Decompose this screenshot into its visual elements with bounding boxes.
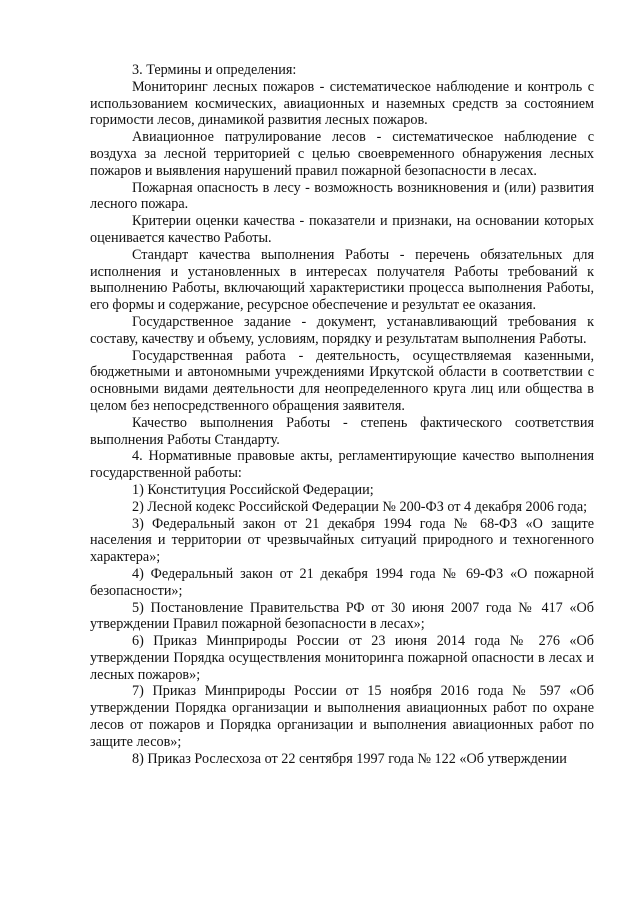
legal-act-item: 1) Конституция Российской Федерации; <box>132 481 374 498</box>
legal-act-item: 3) Федеральный закон от 21 декабря 1994 года № 68-ФЗ «О защите населения и территории от чрезвычайных ситуаций природного и техногенного характера»; <box>90 515 594 566</box>
section-heading-legal-acts: 4. Нормативные правовые акты, регламентирующие качество выполнения государственной работы: <box>90 448 594 482</box>
definition-paragraph: Государственное задание - документ, устанавливающий требования к составу, качеству и объему, условиям, порядку и результатам выполнения Работы. <box>90 313 594 347</box>
definition-paragraph: Государственная работа - деятельность, осуществляемая казенными, бюджетными и автономными учреждениями Иркутской области в соответствии с основными видами деятельности для неопределенного круга лиц или общества в целом без непосредственного обращения заявителя. <box>90 347 594 414</box>
legal-act-item: 2) Лесной кодекс Российской Федерации № 200-ФЗ от 4 декабря 2006 года; <box>132 498 588 515</box>
legal-act-item: 4) Федеральный закон от 21 декабря 1994 года № 69-ФЗ «О пожарной безопасности»; <box>90 565 594 599</box>
section-heading-terms: 3. Термины и определения: <box>132 62 297 78</box>
legal-act-item: 6) Приказ Минприроды России от 23 июня 2014 года № 276 «Об утверждении Порядка осуществления мониторинга пожарной опасности в лесах и лесных пожаров»; <box>90 633 594 683</box>
definition-paragraph: Мониторинг лесных пожаров - систематическое наблюдение и контроль с использованием космических, авиационных и наземных средств за состоянием горимости лесов, динамикой развития лесных пожаров. <box>90 78 594 129</box>
document-page <box>90 62 594 767</box>
legal-act-item: 8) Приказ Рослесхоза от 22 сентября 1997 года № 122 «Об утверждении <box>132 750 567 767</box>
definition-paragraph: Критерии оценки качества - показатели и признаки, на основании которых оценивается качество Работы. <box>90 213 594 246</box>
legal-act-item: 7) Приказ Минприроды России от 15 ноября 2016 года № 597 «Об утверждении Порядка организации и выполнения авиационных работ по охране лесов от пожаров и Порядка организации и выполнения авиационных работ по защите лесов»; <box>90 683 594 750</box>
definition-paragraph: Качество выполнения Работы - степень фактического соответствия выполнения Работы Стандарту. <box>90 414 594 448</box>
definition-paragraph: Авиационное патрулирование лесов - систематическое наблюдение с воздуха за лесной территорией с целью своевременного обнаружения лесных пожаров и выявления нарушений правил пожарной безопасности в лесах. <box>90 129 594 179</box>
definition-paragraph: Стандарт качества выполнения Работы - перечень обязательных для исполнения и установленных в интересах получателя Работы требований к выполнению Работы, включающий характеристики процесса выполнения Работы, его формы и содержание, ресурсное обеспечение и результат ее оказания. <box>90 246 594 314</box>
definition-paragraph: Пожарная опасность в лесу - возможность возникновения и (или) развития лесного пожара. <box>90 179 594 213</box>
legal-act-item: 5) Постановление Правительства РФ от 30 июня 2007 года № 417 «Об утверждении Правил пожарной безопасности в лесах»; <box>90 599 594 633</box>
